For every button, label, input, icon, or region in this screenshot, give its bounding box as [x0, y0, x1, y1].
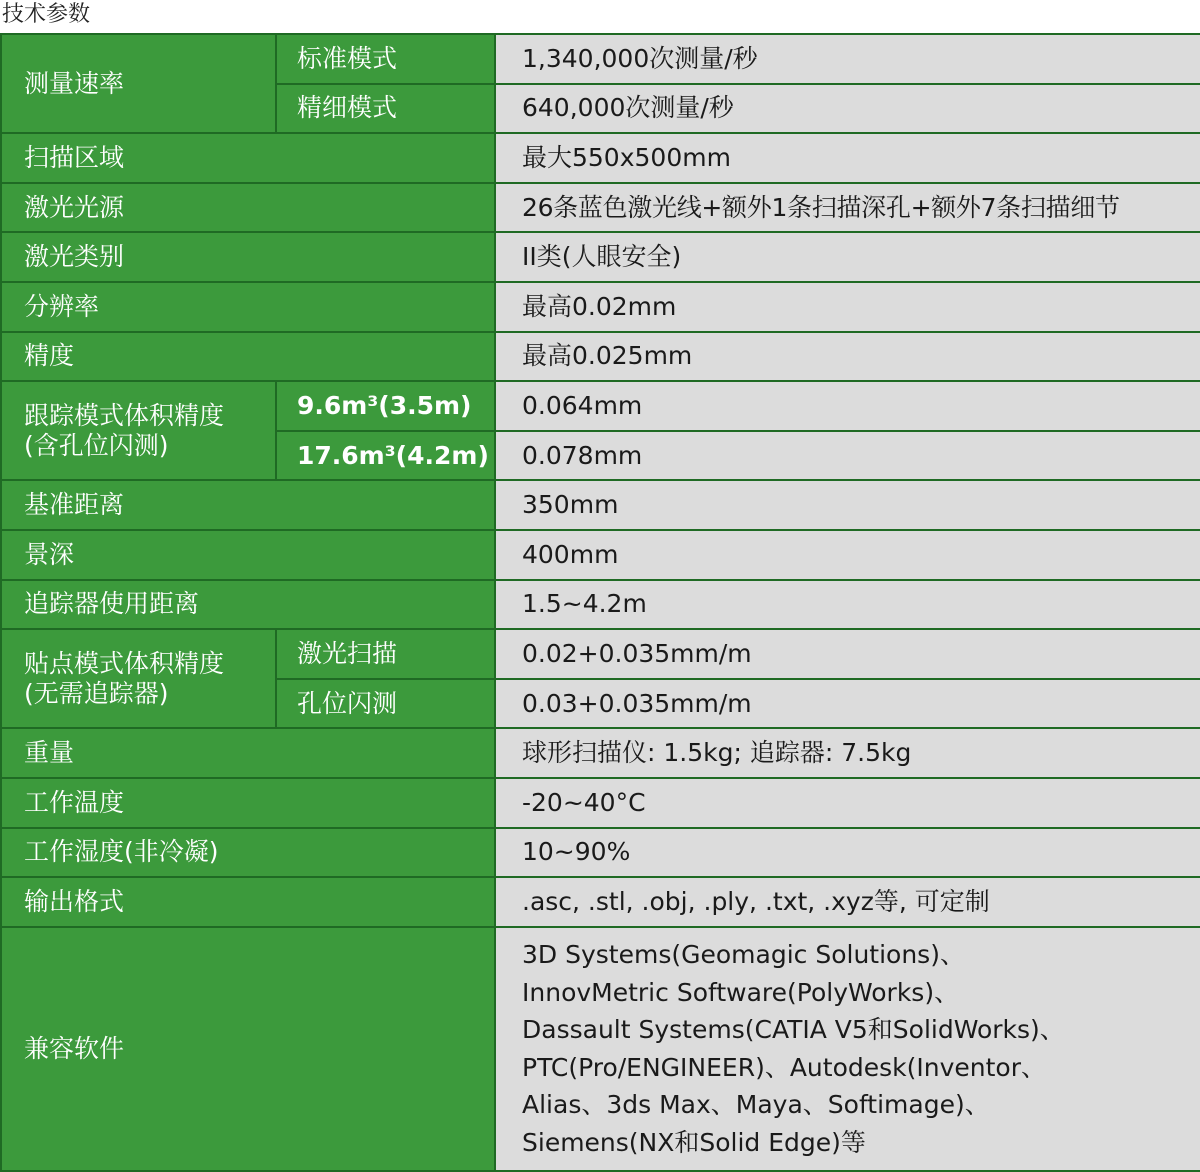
value-humidity: 10~90%: [495, 828, 1200, 878]
row-label-tracker-distance: 追踪器使用距离: [1, 580, 495, 630]
table-row: [1, 778, 1200, 828]
value-tracking-volume-2: 0.078mm: [495, 431, 1200, 481]
row-label-target-line1: 贴点模式体积精度: [24, 648, 225, 678]
value-accuracy: 最高0.025mm: [495, 332, 1200, 382]
table-row: [1, 232, 1200, 282]
row-label-humidity: 工作湿度(非冷凝): [1, 828, 495, 878]
value-standoff: 350mm: [495, 480, 1200, 530]
row-label-standoff: 基准距离: [1, 480, 495, 530]
value-software: [495, 927, 1200, 1171]
table-row: [1, 282, 1200, 332]
sub-label-laser-scan: 激光扫描: [276, 629, 495, 679]
table-row: [1, 34, 1200, 84]
table-row: [1, 381, 1200, 431]
software-line: PTC(Pro/ENGINEER)、Autodesk(Inventor、: [522, 1052, 1046, 1082]
value-resolution: 最高0.02mm: [495, 282, 1200, 332]
table-row: [1, 480, 1200, 530]
row-label-tracking: [1, 381, 276, 480]
sub-label-tracking-volume-1: 9.6m³(3.5m): [276, 381, 495, 431]
row-label-target-line2: (无需追踪器): [24, 678, 169, 708]
software-line: InnovMetric Software(PolyWorks)、: [522, 977, 960, 1007]
row-label-laser-class: 激光类别: [1, 232, 495, 282]
table-row: [1, 332, 1200, 382]
table-row: [1, 530, 1200, 580]
row-label-depth: 景深: [1, 530, 495, 580]
value-laser-class: II类(人眼安全): [495, 232, 1200, 282]
sub-label-standard-mode: 标准模式: [276, 34, 495, 84]
row-label-software: 兼容软件: [1, 927, 495, 1171]
value-tracker-distance: 1.5~4.2m: [495, 580, 1200, 630]
table-row: [1, 877, 1200, 927]
value-output: .asc, .stl, .obj, .ply, .txt, .xyz等, 可定制: [495, 877, 1200, 927]
row-label-tracking-line1: 跟踪模式体积精度: [24, 400, 225, 430]
row-label-resolution: 分辨率: [1, 282, 495, 332]
software-line: Dassault Systems(CATIA V5和SolidWorks)、: [522, 1015, 1065, 1045]
value-temp: -20~40°C: [495, 778, 1200, 828]
table-row: [1, 927, 1200, 1171]
table-row: [1, 183, 1200, 233]
value-weight: 球形扫描仪: 1.5kg; 追踪器: 7.5kg: [495, 728, 1200, 778]
table-row: [1, 828, 1200, 878]
table-row: [1, 580, 1200, 630]
table-row: [1, 133, 1200, 183]
value-depth: 400mm: [495, 530, 1200, 580]
sub-label-fine-mode: 精细模式: [276, 84, 495, 134]
sub-label-hole-probing: 孔位闪测: [276, 679, 495, 729]
table-row: [1, 728, 1200, 778]
row-label-target: [1, 629, 276, 728]
value-laser-scan: 0.02+0.035mm/m: [495, 629, 1200, 679]
value-hole-probing: 0.03+0.035mm/m: [495, 679, 1200, 729]
row-label-laser-source: 激光光源: [1, 183, 495, 233]
row-label-output: 输出格式: [1, 877, 495, 927]
software-line: Siemens(NX和Solid Edge)等: [522, 1127, 866, 1157]
value-area: 最大550x500mm: [495, 133, 1200, 183]
row-label-temp: 工作温度: [1, 778, 495, 828]
row-label-tracking-line2: (含孔位闪测): [24, 430, 169, 460]
row-label-weight: 重量: [1, 728, 495, 778]
software-line: Alias、3ds Max、Maya、Softimage)、: [522, 1090, 990, 1120]
section-title: 技术参数: [2, 2, 91, 27]
value-fine-mode: 640,000次测量/秒: [495, 84, 1200, 134]
spec-table: [0, 33, 1200, 1172]
row-label-area: 扫描区域: [1, 133, 495, 183]
value-laser-source: 26条蓝色激光线+额外1条扫描深孔+额外7条扫描细节: [495, 183, 1200, 233]
value-standard-mode: 1,340,000次测量/秒: [495, 34, 1200, 84]
software-line: 3D Systems(Geomagic Solutions)、: [522, 940, 965, 970]
row-label-accuracy: 精度: [1, 332, 495, 382]
table-row: [1, 629, 1200, 679]
row-label-speed: 测量速率: [1, 34, 276, 133]
value-tracking-volume-1: 0.064mm: [495, 381, 1200, 431]
sub-label-tracking-volume-2: 17.6m³(4.2m): [276, 431, 495, 481]
